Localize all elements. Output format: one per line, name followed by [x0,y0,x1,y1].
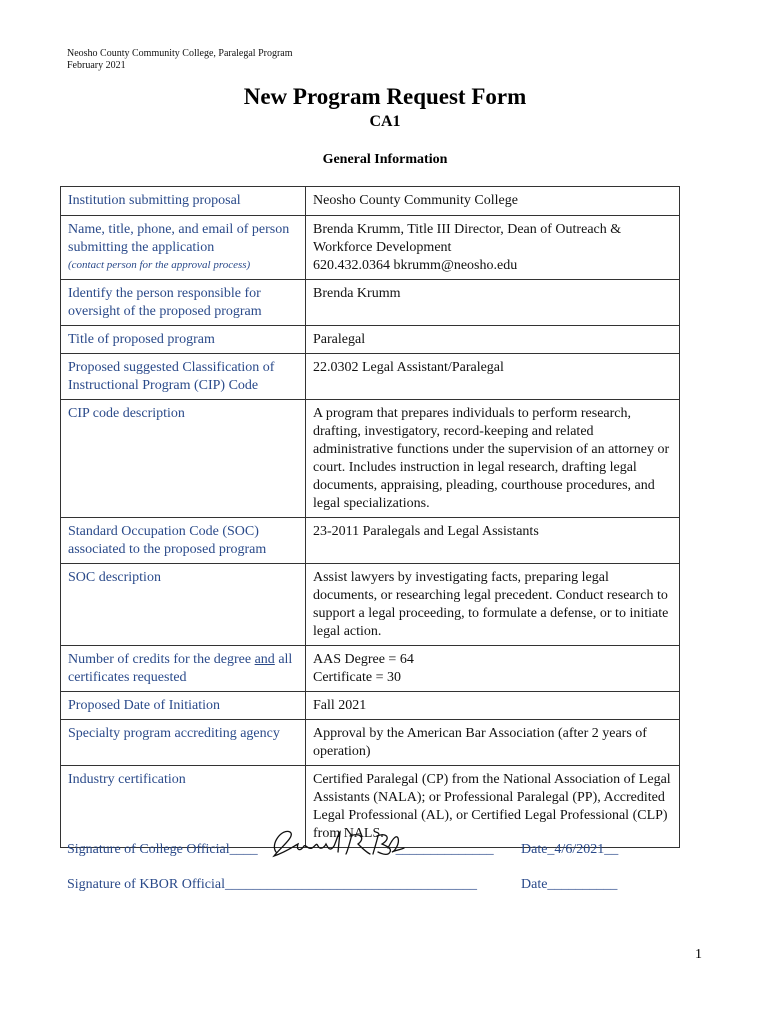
college-signature-label: Signature of College Official____ [67,842,258,857]
contact-name-title: Brenda Krumm, Title III Director, Dean of Outreach & Workforce Development [313,222,622,255]
table-row [61,720,680,766]
row-label-part: all certificates requested [68,652,293,685]
table-row [61,564,680,646]
row-label: Specialty program accrediting agency [61,720,306,766]
row-value: Paralegal [306,326,680,354]
row-value: 23-2011 Paralegals and Legal Assistants [306,518,680,564]
row-label: Proposed Date of Initiation [61,692,306,720]
kbor-signature-line: Signature of KBOR Official____________________________________ [67,877,477,892]
row-label-note: (contact person for the approval process) [68,259,251,271]
table-row [61,216,680,280]
table-row [61,400,680,518]
header-institution: Neosho County Community College, Paralegal Program [67,48,293,59]
table-row [61,518,680,564]
row-value: Fall 2021 [306,692,680,720]
form-code: CA1 [369,113,401,130]
row-label: SOC description [61,564,306,646]
table-row [61,646,680,692]
row-value: Approval by the American Bar Association (after 2 years of operation) [306,720,680,766]
table-row [61,692,680,720]
handwritten-signature [266,822,406,864]
table-row [61,326,680,354]
table-row [61,187,680,216]
row-label-text: Name, title, phone, and email of person submitting the application [68,222,290,255]
section-title: General Information [322,152,448,167]
row-value: A program that prepares individuals to perform research, drafting, investigatory, record-keeping and related administrative functions under the supervision of an attorney or court. Includes instruction in legal research, drafting legal documents, appraising, pleading, courthouse procedures, and legal specializations. [306,400,680,518]
row-label: Standard Occupation Code (SOC) associated to the proposed program [61,518,306,564]
college-signature-trail: ______________ [395,842,494,857]
row-value [306,646,680,692]
row-label [61,216,306,280]
row-label: Institution submitting proposal [61,187,306,216]
row-value: Certified Paralegal (CP) from the National Association of Legal Assistants (NALA); or Professional Paralegal (PP), Accredited Legal Professional (AL), or Certified Legal Professional (CLP) from NALS. [306,766,680,848]
header-date: February 2021 [67,60,126,71]
row-label: Proposed suggested Classification of Instructional Program (CIP) Code [61,354,306,400]
row-label: CIP code description [61,400,306,518]
degree-credits: AAS Degree = 64 [313,652,414,667]
row-value: Neosho County Community College [306,187,680,216]
row-label [61,646,306,692]
contact-phone-email: 620.432.0364 bkrumm@neosho.edu [313,258,518,273]
row-label-part: Number of credits for the degree [68,652,255,667]
row-label: Title of proposed program [61,326,306,354]
college-signature-date: Date_4/6/2021__ [521,842,619,857]
row-value: Assist lawyers by investigating facts, preparing legal documents, or researching legal precedent. Conduct research to support a legal proceeding, to formulate a defense, or to initiate legal action. [306,564,680,646]
kbor-signature-date: Date__________ [521,877,618,892]
table-row [61,354,680,400]
row-value: 22.0302 Legal Assistant/Paralegal [306,354,680,400]
table-row [61,280,680,326]
general-information-table [60,186,680,848]
page-number: 1 [695,947,702,962]
row-value: Brenda Krumm [306,280,680,326]
page-title: New Program Request Form [243,84,527,109]
certificate-credits: Certificate = 30 [313,670,401,685]
row-label: Industry certification [61,766,306,848]
row-value [306,216,680,280]
row-label-underlined: and [254,652,275,667]
row-label: Identify the person responsible for oversight of the proposed program [61,280,306,326]
